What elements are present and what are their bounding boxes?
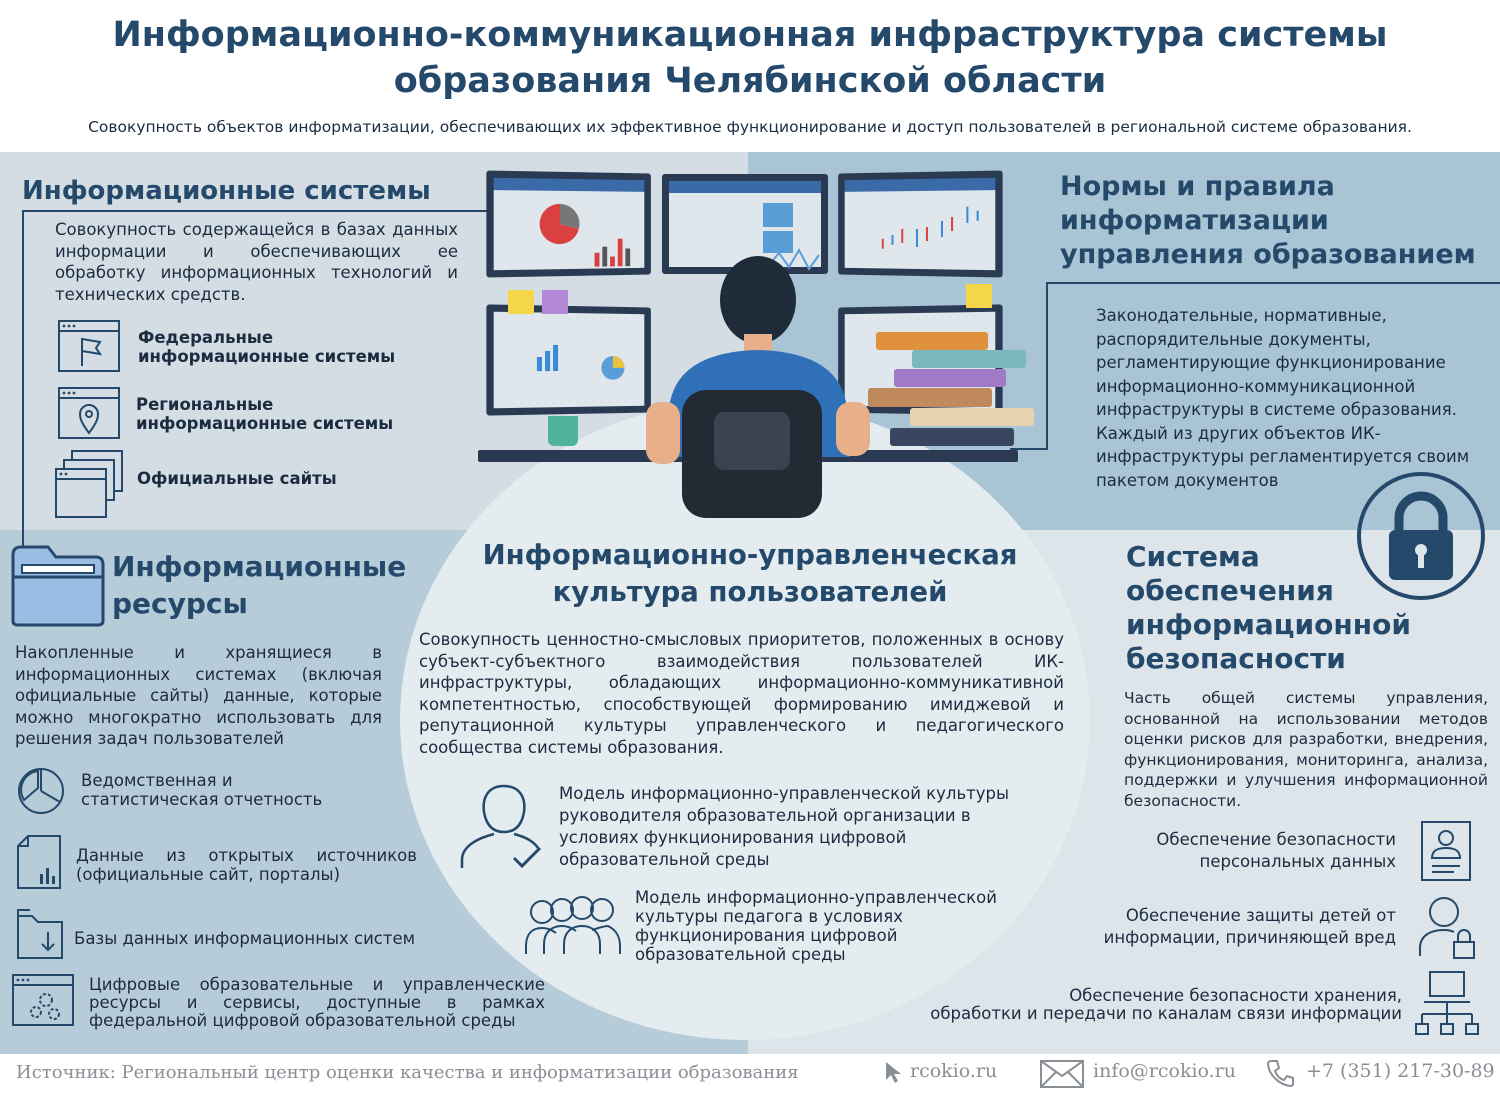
resource-item-digital: Цифровые образовательные и управленческие ресурсы и сервисы, доступные в рамках федеральной цифровой образовательной среды bbox=[89, 975, 545, 1030]
norms-title-line: Нормы и правила bbox=[1060, 171, 1335, 202]
item-line: Обеспечение безопасности bbox=[1156, 830, 1396, 849]
connector-line-right-v bbox=[1046, 282, 1048, 450]
page-subtitle: Совокупность объектов информатизации, обеспечивающих их эффективное функционирование и доступ пользователей в региональной системе образования. bbox=[88, 118, 1412, 136]
info-resources-description: Накопленные и хранящиеся в информационных системах (включая официальные сайты) данные, которые можно многократно использовать для решения задач пользователей bbox=[15, 643, 382, 748]
book bbox=[890, 428, 1014, 446]
info-systems-description: Совокупность содержащейся в базах данных информации и обеспечивающих ее обработку информационных технологий и технических средств. bbox=[55, 220, 458, 304]
monitor-1 bbox=[486, 170, 651, 277]
envelope-icon bbox=[1040, 1060, 1084, 1088]
info-systems-item-federal bbox=[138, 328, 395, 366]
connector-line-right bbox=[1046, 282, 1500, 284]
info-systems-title: Информационные системы bbox=[22, 176, 431, 206]
resource-item-reporting: Ведомственная и статистическая отчетность bbox=[81, 771, 323, 809]
mug-icon bbox=[548, 416, 578, 446]
footer-source: Источник: Региональный центр оценки качества и информатизации образования bbox=[16, 1062, 799, 1083]
item-line: обработки и передачи по каналам связи информации bbox=[930, 1004, 1402, 1023]
norms-title-line: управления образованием bbox=[1060, 239, 1476, 270]
book bbox=[868, 388, 992, 407]
pie-chart-icon bbox=[16, 766, 66, 816]
culture-item-teacher: Модель информационно-управленческой культуры педагога в условиях функционирования цифровой образовательной среды bbox=[635, 888, 997, 964]
connector-line-left bbox=[22, 210, 24, 550]
sticky-note bbox=[966, 284, 992, 308]
norms-title bbox=[1060, 170, 1476, 272]
resource-item-open-data: Данные из открытых источников (официальные сайт, порталы) bbox=[76, 846, 417, 884]
norms-title-line: информатизации bbox=[1060, 205, 1329, 236]
document-chart-icon bbox=[16, 834, 62, 890]
network-computer-icon bbox=[1412, 970, 1482, 1040]
stacked-windows-icon bbox=[54, 450, 124, 520]
flag-window-icon bbox=[58, 320, 120, 372]
security-title-line: информационной bbox=[1126, 608, 1411, 641]
footer-email-link[interactable]: info@rcokio.ru bbox=[1093, 1060, 1237, 1082]
info-resources-title-line: Информационные bbox=[112, 550, 407, 583]
monitor-4 bbox=[486, 304, 651, 415]
page-title-line1: Информационно-коммуникационная инфраструктура системы bbox=[112, 15, 1388, 55]
culture-title-line: Информационно-управленческая bbox=[482, 539, 1018, 571]
people-group-icon bbox=[522, 890, 622, 960]
person-at-desk bbox=[640, 252, 880, 522]
culture-title bbox=[400, 537, 1100, 611]
security-description: Часть общей системы управления, основанной на использовании методов оценки рисков для разработки, внедрения, функционирования, мониторинга, анализа, поддержки и улучшения информационной безопасности. bbox=[1124, 689, 1488, 810]
footer-site-link[interactable]: rcokio.ru bbox=[910, 1060, 998, 1082]
cursor-icon bbox=[884, 1060, 904, 1084]
security-title bbox=[1126, 540, 1411, 676]
security-title-line: обеспечения bbox=[1126, 574, 1334, 607]
sticky-note bbox=[542, 290, 568, 314]
item-line: Федеральные bbox=[138, 328, 274, 347]
item-line: информации, причиняющей вред bbox=[1103, 928, 1396, 947]
page-title bbox=[0, 12, 1500, 104]
item-line: информационные системы bbox=[136, 414, 394, 433]
sticky-note bbox=[508, 290, 534, 314]
book bbox=[910, 408, 1034, 426]
item-line: информационные системы bbox=[138, 347, 396, 366]
norms-description: Законодательные, нормативные, распорядительные документы, регламентирующие функционирование информационно-коммуникационной инфраструктуры в системе образования. Каждый из других объектов ИК-инфраструктуры регламентируется своим пакетом документов bbox=[1096, 306, 1470, 490]
book bbox=[912, 350, 1026, 368]
item-line: Региональные bbox=[136, 395, 274, 414]
phone-icon bbox=[1266, 1059, 1294, 1087]
resource-item-databases: Базы данных информационных систем bbox=[74, 929, 416, 948]
info-resources-title-line: ресурсы bbox=[112, 587, 248, 620]
info-systems-item-sites: Официальные сайты bbox=[137, 469, 337, 488]
security-item-child-protection bbox=[1040, 905, 1396, 949]
window-gears-icon bbox=[12, 974, 74, 1026]
book bbox=[894, 369, 1006, 387]
info-systems-item-regional bbox=[136, 395, 393, 433]
culture-title-line: культура пользователей bbox=[552, 576, 948, 608]
id-card-icon bbox=[1420, 820, 1472, 882]
culture-description: Совокупность ценностно-смысловых приоритетов, положенных в основу субъект-субъектного взаимодействия пользователей ИК-инфраструктуры, обладающих информационно-коммуникативной компетентностью, способствующей формированию имиджевой и репутационной культуры управленческого и педагогического сообщества системы образования. bbox=[419, 630, 1064, 757]
item-line: Обеспечение защиты детей от bbox=[1125, 906, 1396, 925]
info-resources-title bbox=[112, 548, 406, 622]
item-line: персональных данных bbox=[1199, 852, 1396, 871]
security-item-personal-data bbox=[1080, 829, 1396, 873]
location-window-icon bbox=[58, 387, 120, 439]
security-item-transmission bbox=[880, 987, 1402, 1023]
page-title-line2: образования Челябинской области bbox=[393, 61, 1107, 101]
security-title-line: безопасности bbox=[1126, 642, 1346, 675]
person-check-icon bbox=[458, 780, 548, 872]
item-line: Обеспечение безопасности хранения, bbox=[1069, 986, 1402, 1005]
person-lock-icon bbox=[1418, 894, 1478, 960]
culture-item-manager: Модель информационно-управленческой культуры руководителя образовательной организации в условиях функционирования цифровой образовательной среды bbox=[559, 784, 1010, 869]
folder-icon bbox=[10, 543, 106, 627]
connector-line-top bbox=[22, 210, 492, 212]
security-title-line: Система bbox=[1126, 540, 1260, 573]
footer-phone[interactable]: +7 (351) 217-30-89 bbox=[1306, 1060, 1495, 1082]
folder-download-icon bbox=[16, 908, 68, 960]
book bbox=[876, 332, 988, 350]
